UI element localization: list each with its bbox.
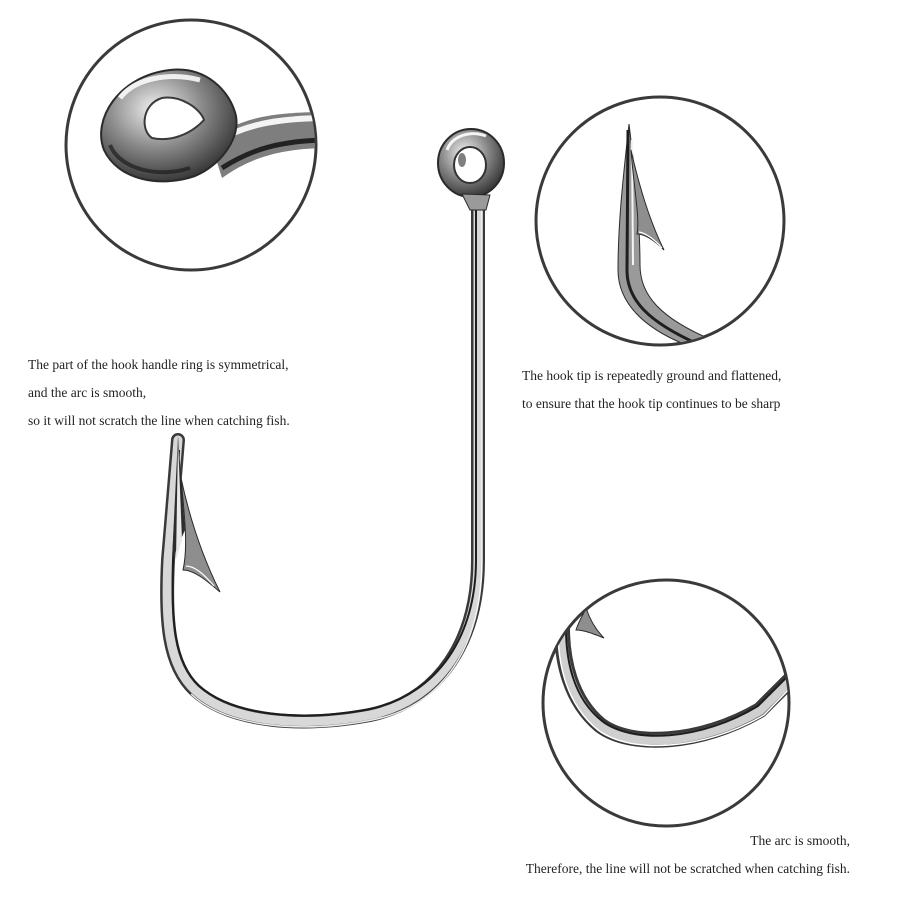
caption-hook-bend bbox=[526, 827, 850, 883]
caption-line: The part of the hook handle ring is symmetrical, bbox=[28, 357, 289, 372]
caption-eye-ring bbox=[28, 351, 290, 435]
caption-line: The hook tip is repeatedly ground and flattened, bbox=[522, 368, 782, 383]
detail-circle-hook-tip bbox=[536, 97, 784, 350]
caption-line: The arc is smooth, bbox=[750, 833, 850, 848]
detail-circle-eye-ring bbox=[66, 20, 330, 270]
caption-line: to ensure that the hook tip continues to be sharp bbox=[522, 396, 781, 411]
caption-line: so it will not scratch the line when catching fish. bbox=[28, 413, 290, 428]
caption-line: Therefore, the line will not be scratched when catching fish. bbox=[525, 861, 850, 876]
detail-circle-hook-bend bbox=[543, 580, 792, 826]
caption-line: and the arc is smooth, bbox=[28, 385, 147, 400]
caption-hook-tip bbox=[522, 362, 781, 418]
